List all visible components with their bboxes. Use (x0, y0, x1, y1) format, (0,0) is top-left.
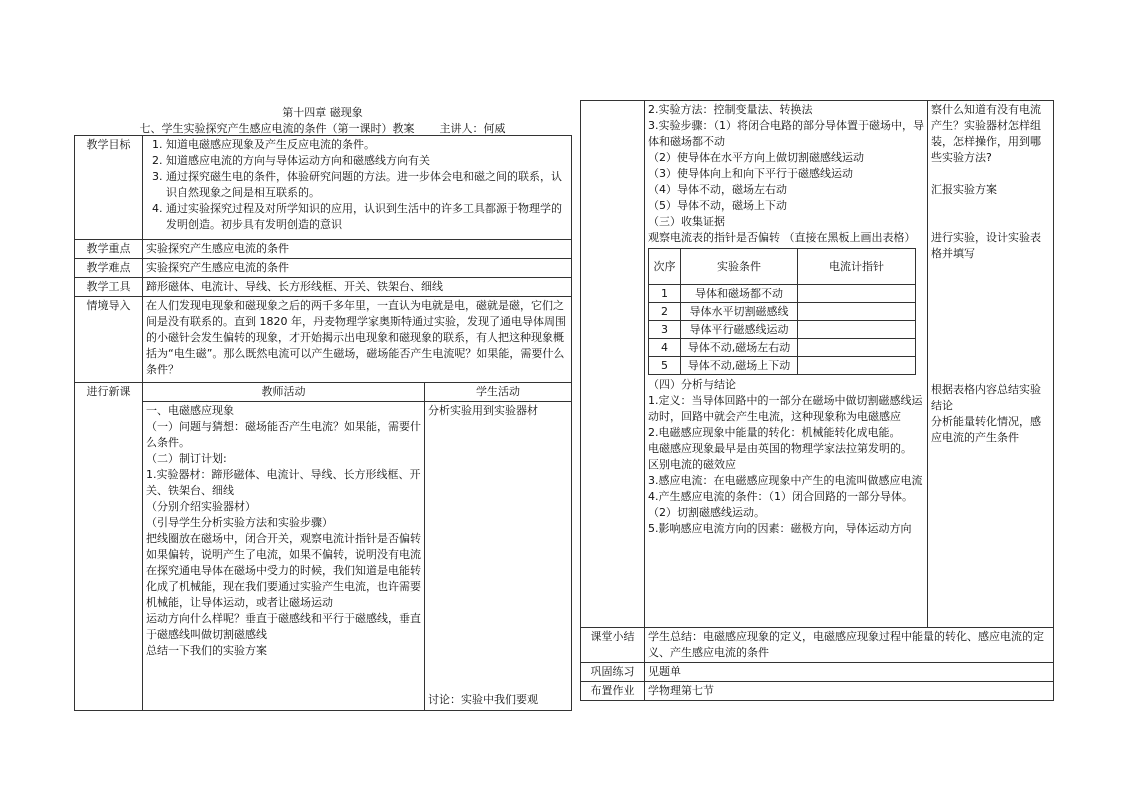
procedure-line: （三）收集证据 (648, 215, 725, 228)
intro-text: 在人们发现电现象和磁现象之后的两千多年里，一直认为电就是电，磁就是磁，它们之间是没有联系的。直到 1820 年，丹麦物理学家奥斯特通过实验，发现了通电导体周围的小磁针会发生偏转的现象，才开始揭示出电现象和磁现象的联系，有人把这种现象概括为“电生磁”。那么既然电流可以产生磁场，磁场能否产生电流呢？如果能，需要什么条件？ (143, 297, 572, 383)
student-activity-right (928, 101, 1054, 628)
condition-cell: 导体不动,磁场上下动 (681, 357, 798, 375)
teacher-line: （引导学生分析实验方法和实验步骤） (146, 516, 333, 529)
col-pointer-header: 电流计指针 (798, 249, 916, 285)
conclusion-line: 1.定义：当导体回路中的一部分在磁场中做切割磁感线运动时，回路中就会产生电流，这种现象称为电磁感应 (648, 394, 923, 423)
goal-item: 4. 通过实验探究过程及对所学知识的应用，认识到生活中的许多工具都源于物理学的发明创造。初步具有发明创造的意识 (166, 201, 568, 233)
presenter: 主讲人：何威 (439, 122, 506, 135)
conclusion-line: 区别电流的磁效应 (648, 458, 736, 471)
table-row (649, 285, 916, 303)
conclusion-line: 5.影响感应电流方向的因素：磁极方向，导体运动方向 (648, 522, 912, 535)
table-row (649, 339, 916, 357)
lesson-title (74, 120, 571, 136)
goal-item: 1. 知道电磁感应现象及产生反应电流的条件。 (166, 137, 568, 153)
teacher-line: （分别介绍实验器材） (146, 500, 256, 513)
procedure-line: 2.实验方法：控制变量法、转换法 (648, 103, 813, 116)
student-line-bottom: 讨论：实验中我们要观 (428, 693, 538, 706)
student-note: 汇报实验方案 (931, 183, 997, 196)
conclusion-line: 2.电磁感应现象中能量的转化：机械能转化成电能。 (648, 426, 901, 439)
teacher-line: 运动方向什么样呢？垂直于磁感线和平行于磁感线，垂直于磁感线叫做切割磁感线 (146, 612, 421, 641)
summary-text: 学生总结：电磁感应现象的定义，电磁感应现象过程中能量的转化、感应电流的定义、产生感应电流的条件 (645, 628, 1054, 663)
order-cell: 2 (649, 303, 681, 321)
conclusion-line: （四）分析与结论 (648, 378, 736, 391)
teacher-activity-cell (143, 402, 425, 711)
order-cell: 3 (649, 321, 681, 339)
pointer-cell (798, 357, 916, 375)
lesson-name: 七、学生实验探究产生感应电流的条件（第一课时）教案 (139, 122, 415, 135)
goals-label: 教学目标 (75, 136, 143, 240)
student-note: 分析能量转化情况，感应电流的产生条件 (931, 415, 1041, 444)
pointer-cell (798, 321, 916, 339)
goal-item: 3. 通过探究磁生电的条件，体验研究问题的方法。进一步体会电和磁之间的联系，认识自然现象之间是相互联系的。 (166, 169, 568, 201)
teacher-activity-header: 教师活动 (143, 383, 425, 402)
chapter-title: 第十四章 磁现象 (282, 106, 363, 119)
procedure-line: 3.实验步骤：（1）将闭合电路的部分导体置于磁场中，导体和磁场都不动 (648, 119, 924, 148)
goals-list (146, 137, 568, 233)
pointer-cell (798, 303, 916, 321)
student-activity-header: 学生活动 (425, 383, 572, 402)
table-row (649, 357, 916, 375)
student-note: 察什么知道有没有电流产生？实验器材怎样组装，怎样操作，用到哪些实验方法? (931, 103, 1041, 164)
procedure-line: （5）导体不动，磁场上下动 (648, 199, 787, 212)
key-label: 教学重点 (75, 240, 143, 259)
difficulty-text: 实验探究产生感应电流的条件 (143, 259, 572, 278)
teacher-line: （二）制订计划: (146, 452, 227, 465)
condition-cell: 导体不动,磁场左右动 (681, 339, 798, 357)
left-lesson-table (74, 135, 572, 711)
condition-cell: 导体水平切割磁感线 (681, 303, 798, 321)
conclusion-line: 3.感应电流：在电磁感应现象中产生的电流叫做感应电流 (648, 474, 923, 487)
col-order-header: 次序 (649, 249, 681, 285)
pointer-cell (798, 285, 916, 303)
table-row (649, 321, 916, 339)
practice-text: 见题单 (645, 663, 1054, 682)
teacher-line: 如果偏转，说明产生了电流，如果不偏转，说明没有电流 (146, 548, 421, 561)
teacher-line: 把线圈放在磁场中，闭合开关，观察电流计指针是否偏转 (146, 532, 421, 545)
teacher-line: 总结一下我们的实验方案 (146, 644, 267, 657)
teacher-line: 一、电磁感应现象 (146, 404, 234, 417)
goals-cell (143, 136, 572, 240)
conclusion-line: 4.产生感应电流的条件：（1）闭合回路的一部分导体。 (648, 490, 913, 503)
procedure-line: 观察电流表的指针是否偏转 （直接在黑板上画出表格） (648, 231, 916, 244)
right-lesson-table (580, 100, 1054, 701)
procedure-line: （3）使导体向上和向下平行于磁感线运动 (648, 167, 853, 180)
table-row (649, 303, 916, 321)
practice-label: 巩固练习 (581, 663, 645, 682)
student-activity-cell (425, 402, 572, 711)
student-note: 进行实验，设计实验表格并填写 (931, 231, 1041, 260)
condition-cell: 导体平行磁感线运动 (681, 321, 798, 339)
tools-text: 蹄形磁体、电流计、导线、长方形线框、开关、铁架台、细线 (143, 278, 572, 297)
order-cell: 4 (649, 339, 681, 357)
tools-label: 教学工具 (75, 278, 143, 297)
order-cell: 1 (649, 285, 681, 303)
student-note: 根据表格内容总结实验结论 (931, 383, 1041, 412)
pointer-cell (798, 339, 916, 357)
procedure-line: （2）使导体在水平方向上做切割磁感线运动 (648, 151, 864, 164)
summary-label: 课堂小结 (581, 628, 645, 663)
homework-text: 学物理第七节 (645, 682, 1054, 701)
student-line: 分析实验用到实验器材 (428, 404, 538, 417)
experiment-table (648, 248, 916, 375)
procedure-cell (581, 101, 928, 628)
right-table-inner-divider (644, 100, 645, 628)
conclusion-line: （2）切割磁感线运动。 (648, 506, 765, 519)
goal-item: 2. 知道感应电流的方向与导体运动方向和磁感线方向有关 (166, 153, 568, 169)
teacher-line: （一）问题与猜想：磁场能否产生电流？如果能，需要什么条件。 (146, 420, 421, 449)
procedure-line: （4）导体不动，磁场左右动 (648, 183, 787, 196)
teacher-line: 1.实验器材：蹄形磁体、电流计、导线、长方形线框、开关、铁架台、细线 (146, 468, 421, 497)
key-text: 实验探究产生感应电流的条件 (143, 240, 572, 259)
condition-cell: 导体和磁场都不动 (681, 285, 798, 303)
difficulty-label: 教学难点 (75, 259, 143, 278)
teacher-line: 在探究通电导体在磁场中受力的时候，我们知道是电能转化成了机械能，现在我们要通过实验产生电流，也许需要机械能，让导体运动，或者让磁场运动 (146, 564, 421, 609)
col-condition-header: 实验条件 (681, 249, 798, 285)
conclusion-line: 电磁感应现象最早是由英国的物理学家法拉第发明的。 (648, 442, 912, 455)
order-cell: 5 (649, 357, 681, 375)
intro-label: 情境导入 (75, 297, 143, 383)
homework-label: 布置作业 (581, 682, 645, 701)
newlesson-label: 进行新课 (75, 383, 143, 711)
